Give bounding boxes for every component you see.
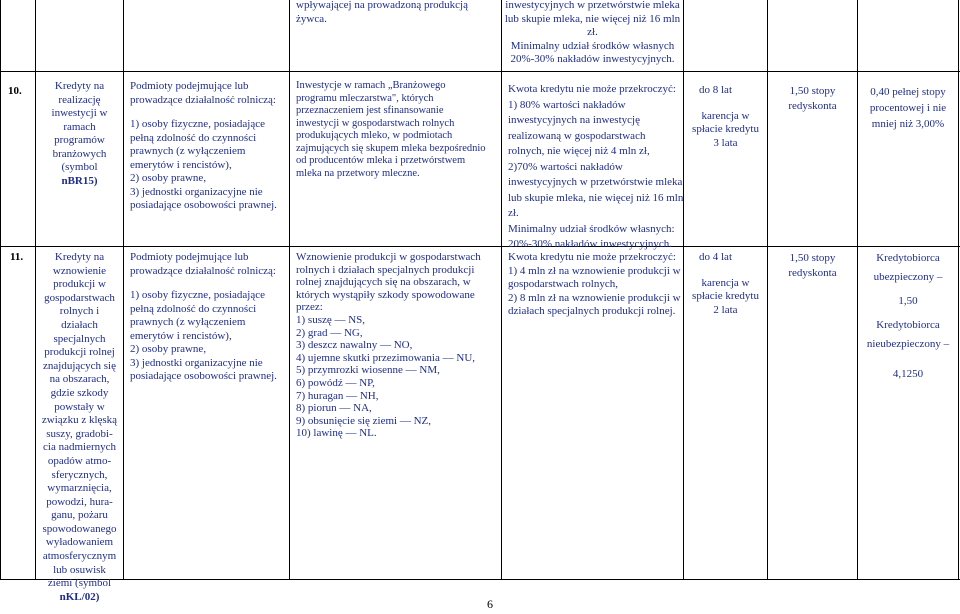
text-line: posiadające osobowości prawnej. xyxy=(130,199,277,211)
text-line: mleka na przetwory mleczne. xyxy=(296,167,420,179)
text-line: redyskonta xyxy=(788,267,837,279)
text-line: redyskonta xyxy=(788,100,837,112)
text-line: 3) deszcz nawalny — NO, xyxy=(296,339,413,352)
text-line: emerytów i rencistów), xyxy=(130,329,232,342)
row10-eligible-entities xyxy=(130,80,277,213)
vline-8 xyxy=(958,0,959,580)
text-line: opadów atmo- xyxy=(47,454,112,467)
text-line: związku z klęską xyxy=(41,414,118,427)
text-line: realizację xyxy=(58,93,101,106)
text-line: do 4 lat xyxy=(699,251,732,263)
text-line: specjalnych xyxy=(53,332,106,345)
text-line: inwestycyjnych w przetwórstwie mleka xyxy=(505,0,680,11)
text-line: do 8 lat xyxy=(699,84,732,96)
text-line: 10) lawinę — NL. xyxy=(296,427,377,440)
text-line: Podmioty podejmujące lub xyxy=(130,80,249,92)
vline-0 xyxy=(0,0,1,580)
text-line: spowodowanego xyxy=(42,522,117,535)
text-line: 2) grad — NG, xyxy=(296,326,363,339)
text-line: ubezpieczony – xyxy=(873,271,943,283)
hline-top-row-bottom xyxy=(0,71,960,72)
text-line: 3) jednostki organizacyjne nie xyxy=(130,356,263,369)
text-line: produkujących mleko, w podmiotach xyxy=(296,130,453,141)
page-number: 6 xyxy=(487,597,493,611)
text-line: suszy, gradobi- xyxy=(46,427,113,440)
row11-credit-amount xyxy=(508,251,681,319)
text-line: emerytów i rencistów), xyxy=(130,158,232,171)
text-line: zł. xyxy=(587,26,598,38)
text-line: nieubezpieczony – xyxy=(866,338,950,350)
text-line: Kwota kredytu nie może przekroczyć: xyxy=(508,251,676,263)
text-line: spłacie kredytu xyxy=(692,290,759,302)
text-line: gospodarstwach xyxy=(44,291,115,304)
text-line: karencja w xyxy=(701,276,750,289)
text-line: 2) osoby prawne, xyxy=(130,172,207,184)
text-line: lub skupie mleka, nie więcej niż 16 mln xyxy=(508,191,684,204)
text-line: rolnych, nie więcej niż 4 mln zł, xyxy=(508,145,650,157)
text-line: 2) osoby prawne, xyxy=(130,343,207,355)
text-line: Kredyty na xyxy=(54,251,105,263)
hline-row11-bottom xyxy=(0,579,960,580)
top-row-col6-text xyxy=(502,0,683,67)
text-line: 9) obsunięcie się ziemi — NZ, xyxy=(296,414,432,427)
text-line: prawnych (z wyłączeniem xyxy=(130,145,246,157)
text-line: zajmujących się skupem mleka bezpośrednio xyxy=(296,142,486,154)
text-line: 6) powódź — NP, xyxy=(296,376,375,389)
row11-interest-rate xyxy=(768,251,857,281)
text-line: 2)70% wartości nakładów xyxy=(508,160,623,173)
text-line: Kredytobiorca xyxy=(876,252,940,264)
text-line: produkcji w xyxy=(53,278,106,291)
text-line: inwestycyjnych na inwestycję xyxy=(508,114,640,126)
vline-4 xyxy=(501,0,502,580)
row10-fee xyxy=(858,84,958,132)
text-line: 8) piorun — NA, xyxy=(296,402,372,415)
text-line: Wznowienie produkcji w gospodarstwach xyxy=(296,251,481,263)
row10-credit-name xyxy=(36,80,123,188)
text-line: 2) 8 mln zł na wznowienie produkcji w xyxy=(508,291,681,304)
text-line: Kwota kredytu nie może przekroczyć: xyxy=(508,83,676,95)
text-line: gdzie szkody xyxy=(50,386,109,399)
text-line: programu mleczarstwa", których xyxy=(296,92,434,104)
text-line: 3 lata xyxy=(713,136,738,149)
text-line: nBR15) xyxy=(61,174,98,187)
text-line: rolnych i xyxy=(59,305,100,318)
vline-2 xyxy=(123,0,124,580)
text-line: lub osuwisk xyxy=(53,563,106,576)
text-line: przeznaczeniem jest sfinansowanie xyxy=(296,105,444,116)
text-line: rolnych i działach specjalnych produkcji xyxy=(296,263,475,276)
row11-repayment-period xyxy=(684,251,767,317)
row10-purpose xyxy=(296,80,486,180)
text-line: cia nadmiernych xyxy=(43,441,116,454)
text-line: wznowienie xyxy=(52,264,107,277)
text-line: od producentów mleka i przetwórstwem xyxy=(296,155,466,166)
text-line: inwestycji w xyxy=(51,107,108,119)
text-line: mniej niż 3,00% xyxy=(871,118,945,130)
text-line: karencja w xyxy=(701,109,750,122)
text-line: powstały w xyxy=(54,400,105,413)
row10-repayment-period xyxy=(684,84,767,150)
text-line: pełną zdolność do czynności xyxy=(130,131,257,144)
text-line: wpływającej na prowadzoną produkcją xyxy=(296,0,468,11)
text-line: Inwestycje w ramach „Branżowego xyxy=(296,80,446,91)
text-line: działach specjalnych produkcji rolnej. xyxy=(508,305,676,317)
row11-number: 11. xyxy=(10,251,24,263)
text-line: ziemi (symbol xyxy=(47,577,112,590)
text-line: rolnej znajdujących się na obszarach, w xyxy=(296,276,471,289)
text-line: przez: xyxy=(296,301,323,314)
text-line: sferycznych, xyxy=(51,468,108,481)
row10-credit-amount xyxy=(508,82,683,253)
text-line: prawnych (z wyłączeniem xyxy=(130,316,246,328)
text-line: Kredyty na xyxy=(54,80,105,92)
text-line: 1) osoby fizyczne, posiadające xyxy=(130,118,265,130)
text-line: prowadzące działalność rolniczą: xyxy=(130,264,276,277)
row11-purpose xyxy=(296,251,481,440)
text-line: inwestycyjnych w przetwórstwie mleka xyxy=(508,176,683,188)
text-line: inwestycji w gospodarstwach rolnych xyxy=(296,117,455,129)
text-line: 1) 80% wartości nakładów xyxy=(508,98,626,111)
row11-fee xyxy=(858,251,958,382)
text-line: Podmioty podejmujące lub xyxy=(130,251,249,263)
text-line: 4,1250 xyxy=(892,368,924,380)
text-line: atmosferycznym xyxy=(42,550,117,563)
text-line: 4) ujemne skutki przezimowania — NU, xyxy=(296,351,476,364)
text-line: gospodarstwach rolnych, xyxy=(508,278,618,290)
row11-credit-name xyxy=(36,251,123,604)
text-line: programów xyxy=(54,134,105,146)
text-line: nKL/02) xyxy=(59,590,100,603)
text-line: 1,50 stopy xyxy=(789,85,836,97)
text-line: 1,50 stopy xyxy=(789,252,836,264)
text-line: wymarznięcia, xyxy=(47,482,112,495)
row10-number: 10. xyxy=(8,85,22,97)
text-line: ganu, pożaru xyxy=(51,509,108,522)
text-line: wyładowaniem xyxy=(45,536,114,549)
text-line: procentowej i nie xyxy=(869,102,947,114)
text-line: 1) osoby fizyczne, posiadające xyxy=(130,289,265,301)
text-line: zł. xyxy=(508,207,519,219)
text-line: znajdujących się xyxy=(43,359,116,372)
text-line: żywca. xyxy=(296,12,327,25)
text-line: 7) huragan — NH, xyxy=(296,389,379,402)
text-line: realizowaną w gospodarstwach xyxy=(508,129,646,142)
text-line: prowadzące działalność rolniczą: xyxy=(130,93,276,106)
text-line: (symbol xyxy=(61,161,98,173)
text-line: lub skupie mleka, nie więcej niż 16 mln xyxy=(504,12,681,25)
text-line: 5) przymrozki wiosenne — NM, xyxy=(296,364,440,377)
text-line: których wystąpiły szkody spowodowane xyxy=(296,288,475,301)
text-line: ramach xyxy=(63,120,96,133)
text-line: 1) suszę — NS, xyxy=(296,313,366,326)
row10-interest-rate xyxy=(768,84,857,114)
text-line: Kredytobiorca xyxy=(876,319,940,331)
text-line: 20%-30% nakładów inwestycyjnych. xyxy=(510,53,675,65)
text-line: 1,50 xyxy=(898,295,918,307)
text-line: pełną zdolność do czynności xyxy=(130,302,257,315)
text-line: 1) 4 mln zł na wznowienie produkcji w xyxy=(508,264,681,277)
text-line: na obszarach, xyxy=(49,373,110,386)
top-row-col4-text xyxy=(296,0,468,26)
text-line: branżowych xyxy=(52,147,107,160)
text-line: produkcji rolnej xyxy=(44,346,115,359)
text-line: posiadające osobowości prawnej. xyxy=(130,370,277,382)
text-line: Minimalny udział środków własnych: xyxy=(508,222,675,235)
text-line: 0,40 pełnej stopy xyxy=(870,86,946,98)
text-line: Minimalny udział środków własnych xyxy=(510,39,675,52)
text-line: 2 lata xyxy=(713,303,738,316)
row11-eligible-entities xyxy=(130,251,277,384)
text-line: działach xyxy=(61,318,98,331)
text-line: 3) jednostki organizacyjne nie xyxy=(130,185,263,198)
text-line: powodzi, hura- xyxy=(46,495,113,508)
text-line: spłacie kredytu xyxy=(692,123,759,135)
hline-row10-bottom xyxy=(0,246,960,247)
text-line: 20%-30% nakładów inwestycyjnych. xyxy=(508,238,673,250)
vline-3 xyxy=(289,0,290,580)
